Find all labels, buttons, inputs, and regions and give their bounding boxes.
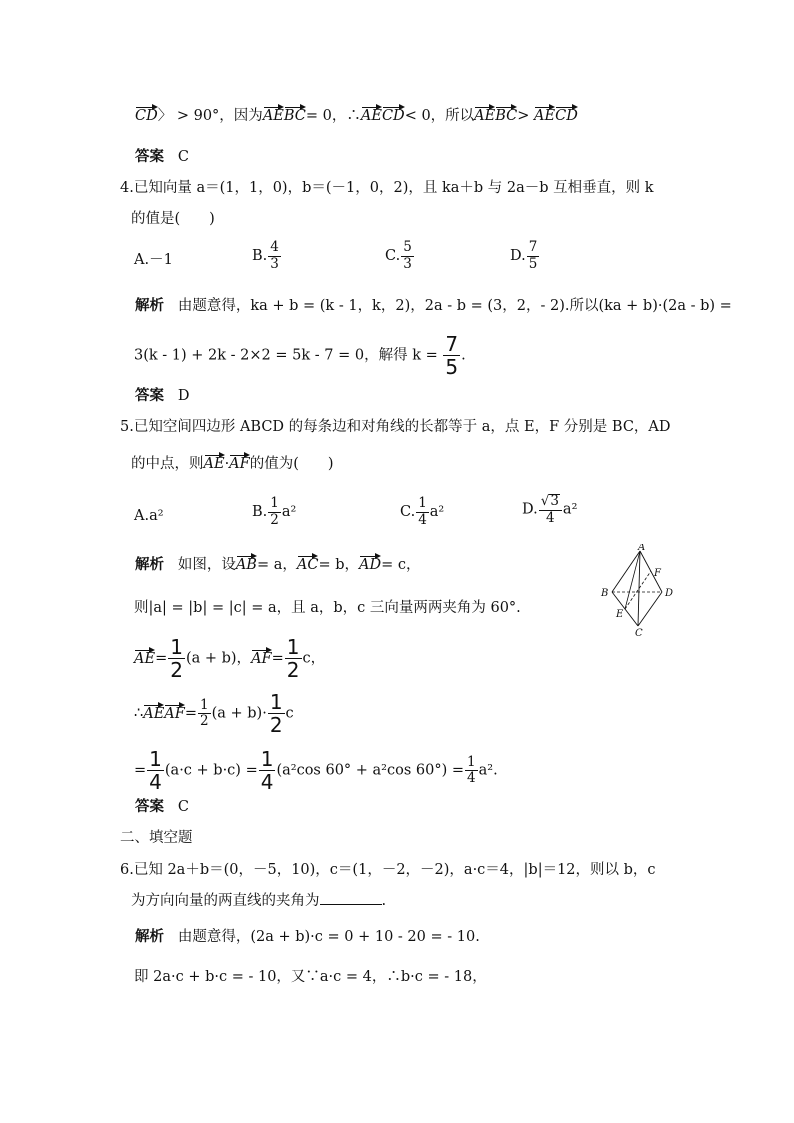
solution-5-line5: = $\frac{1}{4}$ (a·c + b·c) = $\frac{1}{4}$ (a²cos 60° + a²cos 60°) = $\frac{1}{4}$ a². (134, 747, 498, 794)
answer-3: 答案 C (135, 149, 189, 165)
solution-5-line3: AE= $\frac{1}{2}$ (a + b)，AF= $\frac{1}{2}$ c， (134, 635, 326, 682)
q5-option-c: C. $\frac{1}{4}$ a² (400, 495, 445, 528)
label-b: B (601, 588, 609, 599)
label-d: D (665, 588, 674, 599)
solution-5-line1: 解析 如图，设AB= a，AC= b，AD= c， (135, 553, 421, 575)
question-5-stem: 5.已知空间四边形 ABCD 的每条边和对角线的长都等于 a，点 E，F 分别是 BC，AD (120, 419, 671, 435)
question-5-stem-cont: 的中点，则AE·AF的值为( ) (131, 452, 334, 474)
solution-5-line2: 则|a| = |b| = |c| = a，且 a，b，c 三向量两两夹角为 60°. (134, 600, 521, 616)
section-heading: 二、填空题 (120, 830, 193, 846)
q5-option-b: B. $\frac{1}{2}$ a² (252, 495, 297, 528)
q5-option-a: A.a² (134, 508, 164, 524)
q4-option-b: B. $\frac{4}{3}$ (252, 239, 279, 272)
question-6-stem-cont: 为方向向量的两直线的夹角为 . (131, 893, 387, 909)
question-6-stem: 6.已知 2a＋b＝(0，－5，10)，c＝(1，－2，－2)，a·c＝4，|b|＝12，则以 b，c (120, 862, 656, 878)
tetrahedron-figure (598, 544, 678, 639)
solution3-conclusion: CD〉 > 90°，因为AEBC= 0，∴AECD< 0，所以AEBC> AECD (135, 104, 578, 126)
q4-option-d: D. $\frac{7}{5}$ (510, 239, 538, 272)
solution-4-line1: 解析 由题意得，ka + b = (k - 1，k，2)，2a - b = (3，2，- 2).所以(ka + b)·(2a - b) = (135, 298, 732, 314)
label-a: A (638, 544, 646, 553)
label-c: C (635, 628, 643, 639)
solution-4-line2: 3(k - 1) + 2k - 2×2 = 5k - 7 = 0，解得 k = $\frac{7}{5}$ . (134, 332, 466, 379)
answer-blank (320, 892, 382, 905)
label-f: F (654, 568, 661, 579)
answer-5: 答案 C (135, 799, 189, 815)
question-4-stem: 4.已知向量 a＝(1，1，0)，b＝(－1，0，2)，且 ka＋b 与 2a－b 互相垂直，则 k (120, 180, 654, 196)
solution-5-line4: ∴AEAF= $\frac{1}{2}$ (a + b)· $\frac{1}{2}$ c (134, 690, 294, 737)
solution-6-line2: 即 2a·c + b·c = - 10，又∵a·c = 4，∴b·c = - 18， (134, 969, 487, 985)
vector-cd: CD (135, 104, 158, 124)
q4-option-c: C. $\frac{5}{3}$ (385, 239, 412, 272)
answer-label: 答案 (135, 149, 164, 165)
label-e: E (616, 609, 624, 620)
answer-4: 答案 D (135, 388, 190, 404)
q5-option-d: D. $\frac{√3}{4}$ a² (522, 493, 578, 526)
question-4-stem-cont: 的值是( ) (131, 211, 215, 227)
solution-6-line1: 解析 由题意得，(2a + b)·c = 0 + 10 - 20 = - 10. (135, 929, 480, 945)
q4-option-a: A.－1 (134, 252, 173, 268)
